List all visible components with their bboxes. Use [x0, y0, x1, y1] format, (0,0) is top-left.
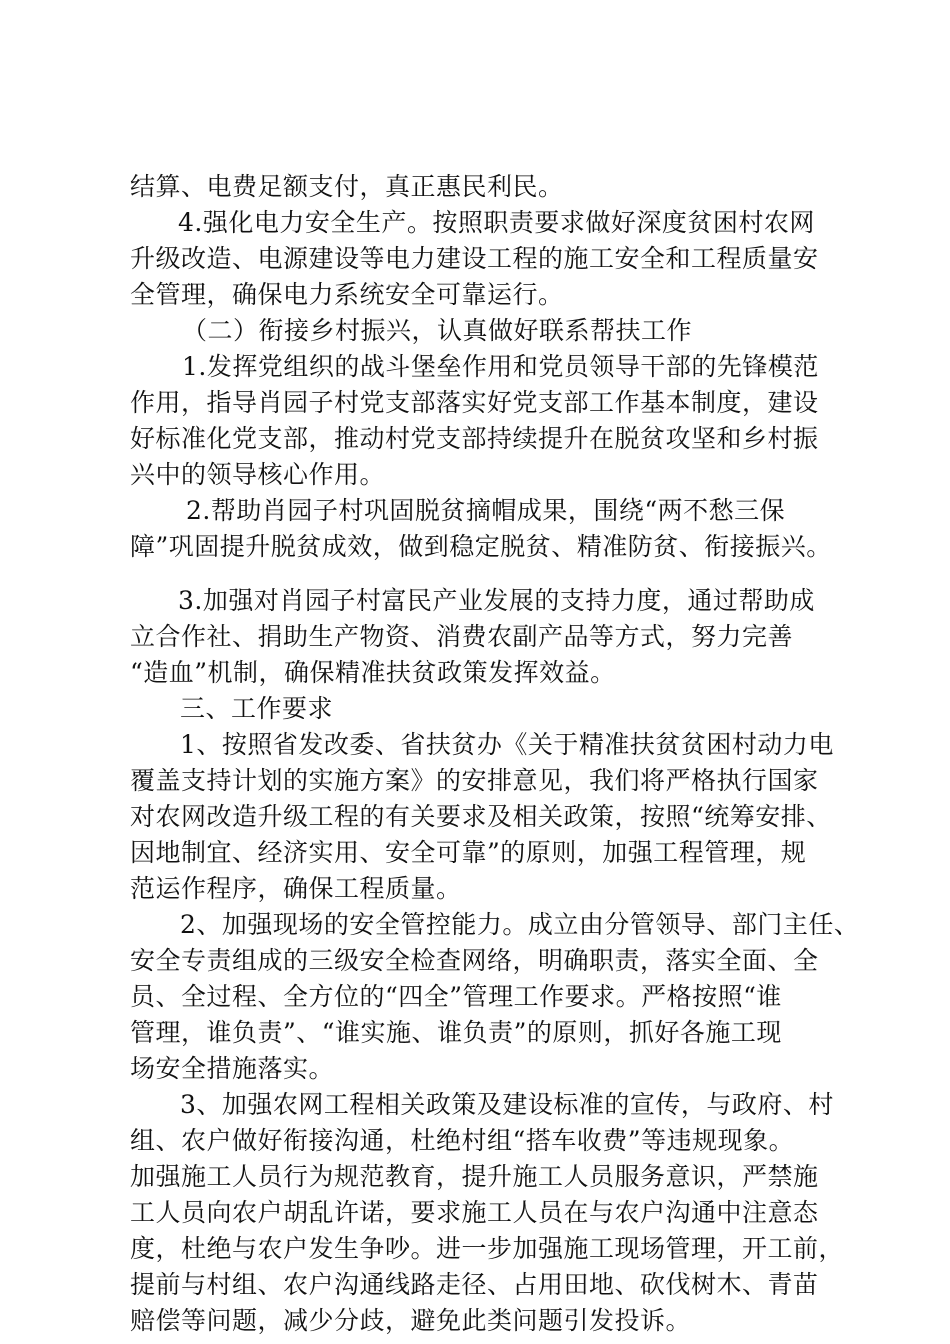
text-line: 对农网改造升级工程的有关要求及相关政策，按照“统筹安排、 [130, 802, 832, 831]
section-heading: 三、工作要求 [180, 694, 334, 723]
text-line: “造血”机制，确保精准扶贫政策发挥效益。 [130, 658, 616, 687]
text-line: 障”巩固提升脱贫成效，做到稳定脱贫、精准防贫、衔接振兴。 [130, 532, 832, 561]
text-line: 1、按照省发改委、省扶贫办《关于精准扶贫贫困村动力电 [180, 730, 834, 759]
text-line: 好标准化党支部，推动村党支部持续提升在脱贫攻坚和乡村振 [130, 424, 819, 453]
text-line: 度，杜绝与农户发生争吵。进一步加强施工现场管理，开工前， [130, 1234, 845, 1263]
text-line: 全管理，确保电力系统安全可靠运行。 [130, 280, 564, 309]
text-line: 2、加强现场的安全管控能力。成立由分管领导、部门主任、 [180, 910, 860, 939]
text-line: 赔偿等问题，减少分歧，避免此类问题引发投诉。 [130, 1306, 692, 1335]
text-line: 提前与村组、农户沟通线路走径、占用田地、砍伐树木、青苗 [130, 1270, 819, 1299]
text-line: 兴中的领导核心作用。 [130, 460, 386, 489]
text-line: 范运作程序，确保工程质量。 [130, 874, 462, 903]
text-line: 作用，指导肖园子村党支部落实好党支部工作基本制度，建设 [130, 388, 819, 417]
text-line: 加强施工人员行为规范教育，提升施工人员服务意识，严禁施 [130, 1162, 819, 1191]
text-line: 覆盖支持计划的实施方案》的安排意见，我们将严格执行国家 [130, 766, 819, 795]
text-line: 3.加强对肖园子村富民产业发展的支持力度，通过帮助成 [178, 586, 815, 615]
text-line: 立合作社、捐助生产物资、消费农副产品等方式，努力完善 [130, 622, 794, 651]
text-line: 4.强化电力安全生产。按照职责要求做好深度贫困村农网 [178, 208, 815, 237]
text-line: 2.帮助肖园子村巩固脱贫摘帽成果，围绕“两不愁三保 [186, 496, 786, 525]
text-line: 1.发挥党组织的战斗堡垒作用和党员领导干部的先锋模范 [182, 352, 819, 381]
text-line: 员、全过程、全方位的“四全”管理工作要求。严格按照“谁 [130, 982, 782, 1011]
text-line: 3、加强农网工程相关政策及建设标准的宣传，与政府、村 [180, 1090, 834, 1119]
text-line: 安全专责组成的三级安全检查网络，明确职责，落实全面、全 [130, 946, 819, 975]
text-line: 工人员向农户胡乱许诺，要求施工人员在与农户沟通中注意态 [130, 1198, 819, 1227]
text-line: 管理，谁负责”、“谁实施、谁负责”的原则，抓好各施工现 [130, 1018, 782, 1047]
text-line: 组、农户做好衔接沟通，杜绝村组“搭车收费”等违规现象。 [130, 1126, 795, 1155]
text-line: 升级改造、电源建设等电力建设工程的施工安全和工程质量安 [130, 244, 819, 273]
section-heading: （二）衔接乡村振兴，认真做好联系帮扶工作 [182, 316, 693, 345]
text-line: 因地制宜、经济实用、安全可靠”的原则，加强工程管理，规 [130, 838, 807, 867]
text-line: 结算、电费足额支付，真正惠民利民。 [130, 172, 564, 201]
text-line: 场安全措施落实。 [130, 1054, 335, 1083]
